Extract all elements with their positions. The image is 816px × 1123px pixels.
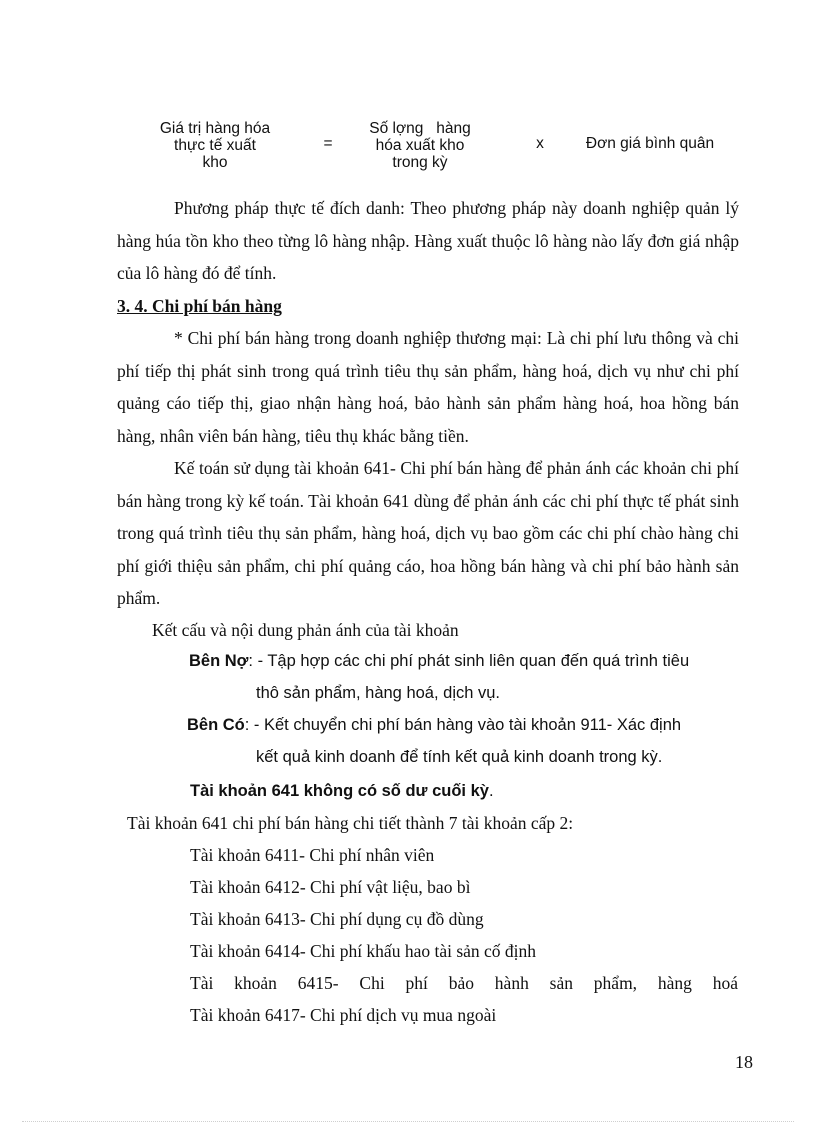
account-item: Tài khoản 6411- Chi phí nhân viên: [190, 845, 435, 865]
debit-side-label: Bên Nợ: [189, 652, 249, 670]
paragraph-selling-expenses: * Chi phí bán hàng trong doanh nghiệp thương mại: Là chi phí lưu thông và chi phí tiếp thị phát sinh trong quá trình tiêu thụ sản phẩm, hàng hoá, dịch vụ như chi phí quảng cáo tiếp thị, giao nhận hàng hoá, bảo hành sản phẩm hàng hoá, hoa hồng bán hàng, nhân viên bán hàng, tiêu thụ khác bằng tiền.: [117, 328, 739, 446]
section-heading: 3. 4. Chi phí bán hàng: [117, 296, 282, 316]
credit-side-line1: [187, 709, 681, 741]
formula-mid-line3: trong kỳ: [392, 154, 448, 171]
no-balance-note: [190, 775, 494, 807]
account-item: Tài khoản 6414- Chi phí khấu hao tài sản cố định: [190, 941, 537, 961]
no-balance-text: Tài khoản 641 không có số dư cuối kỳ: [190, 782, 489, 800]
account-item: Tài khoản 6412- Chi phí vật liệu, bao bì: [190, 877, 471, 897]
debit-side-line2: thô sản phẩm, hàng hoá, dịch vụ.: [256, 684, 501, 702]
account-item: Tài khoản 6415- Chi phí bảo hành sản phẩm, hàng hoá: [190, 973, 738, 993]
formula-left-line1: Giá trị hàng hóa: [159, 120, 271, 137]
formula-left-line2: thực tế xuất: [174, 137, 256, 154]
page-number: 18: [735, 1052, 753, 1072]
paragraph-specific-identification: Phương pháp thực tế đích danh: Theo phương pháp này doanh nghiệp quản lý hàng húa tồn kho theo từng lô hàng nhập. Hàng xuất thuộc lô hàng nào lấy đơn giá nhập của lô hàng đó để tính.: [117, 198, 739, 283]
formula-left-term: [140, 120, 290, 171]
debit-side-line1: [189, 645, 689, 677]
debit-side-text: : - Tập hợp các chi phí phát sinh liên quan đến quá trình tiêu: [248, 652, 690, 670]
page-bottom-border: [22, 1121, 794, 1122]
formula-mid-line1: Số lợng hàng: [369, 120, 471, 137]
formula-middle-term: [350, 120, 490, 171]
no-balance-dot: .: [488, 782, 494, 800]
formula-left-line3: kho: [202, 154, 228, 171]
account-item: Tài khoản 6413- Chi phí dụng cụ đồ dùng: [190, 909, 484, 929]
formula-mid-line2: hóa xuất kho: [375, 137, 465, 154]
credit-side-line2: kết quả kinh doanh để tính kết quả kinh doanh trong kỳ.: [256, 748, 663, 766]
credit-side-label: Bên Có: [187, 716, 245, 734]
paragraph-account-641: Kế toán sử dụng tài khoản 641- Chi phí bán hàng để phản ánh các khoản chi phí bán hàng trong kỳ kế toán. Tài khoản 641 dùng để phản ánh các chi phí thực tế phát sinh trong quá trình tiêu thụ sản phẩm, hàng hoá, dịch vụ bao gồm các chi phí chào hàng chi phí giới thiệu sản phẩm, chi phí quảng cáo, hoa hồng bán hàng và chi phí bảo hành sản phẩm.: [117, 458, 739, 608]
detail-accounts-intro: Tài khoản 641 chi phí bán hàng chi tiết thành 7 tài khoản cấp 2:: [127, 813, 574, 833]
formula-times-sign: x: [536, 135, 544, 152]
structure-intro: Kết cấu và nội dung phản ánh của tài khoản: [152, 620, 459, 640]
credit-side-text: : - Kết chuyển chi phí bán hàng vào tài khoản 911- Xác định: [244, 716, 682, 734]
valuation-formula: [0, 120, 816, 176]
formula-equals-sign: =: [323, 135, 333, 152]
account-item: Tài khoản 6417- Chi phí dịch vụ mua ngoài: [190, 1005, 497, 1025]
formula-right-term: Đơn giá bình quân: [585, 135, 715, 152]
